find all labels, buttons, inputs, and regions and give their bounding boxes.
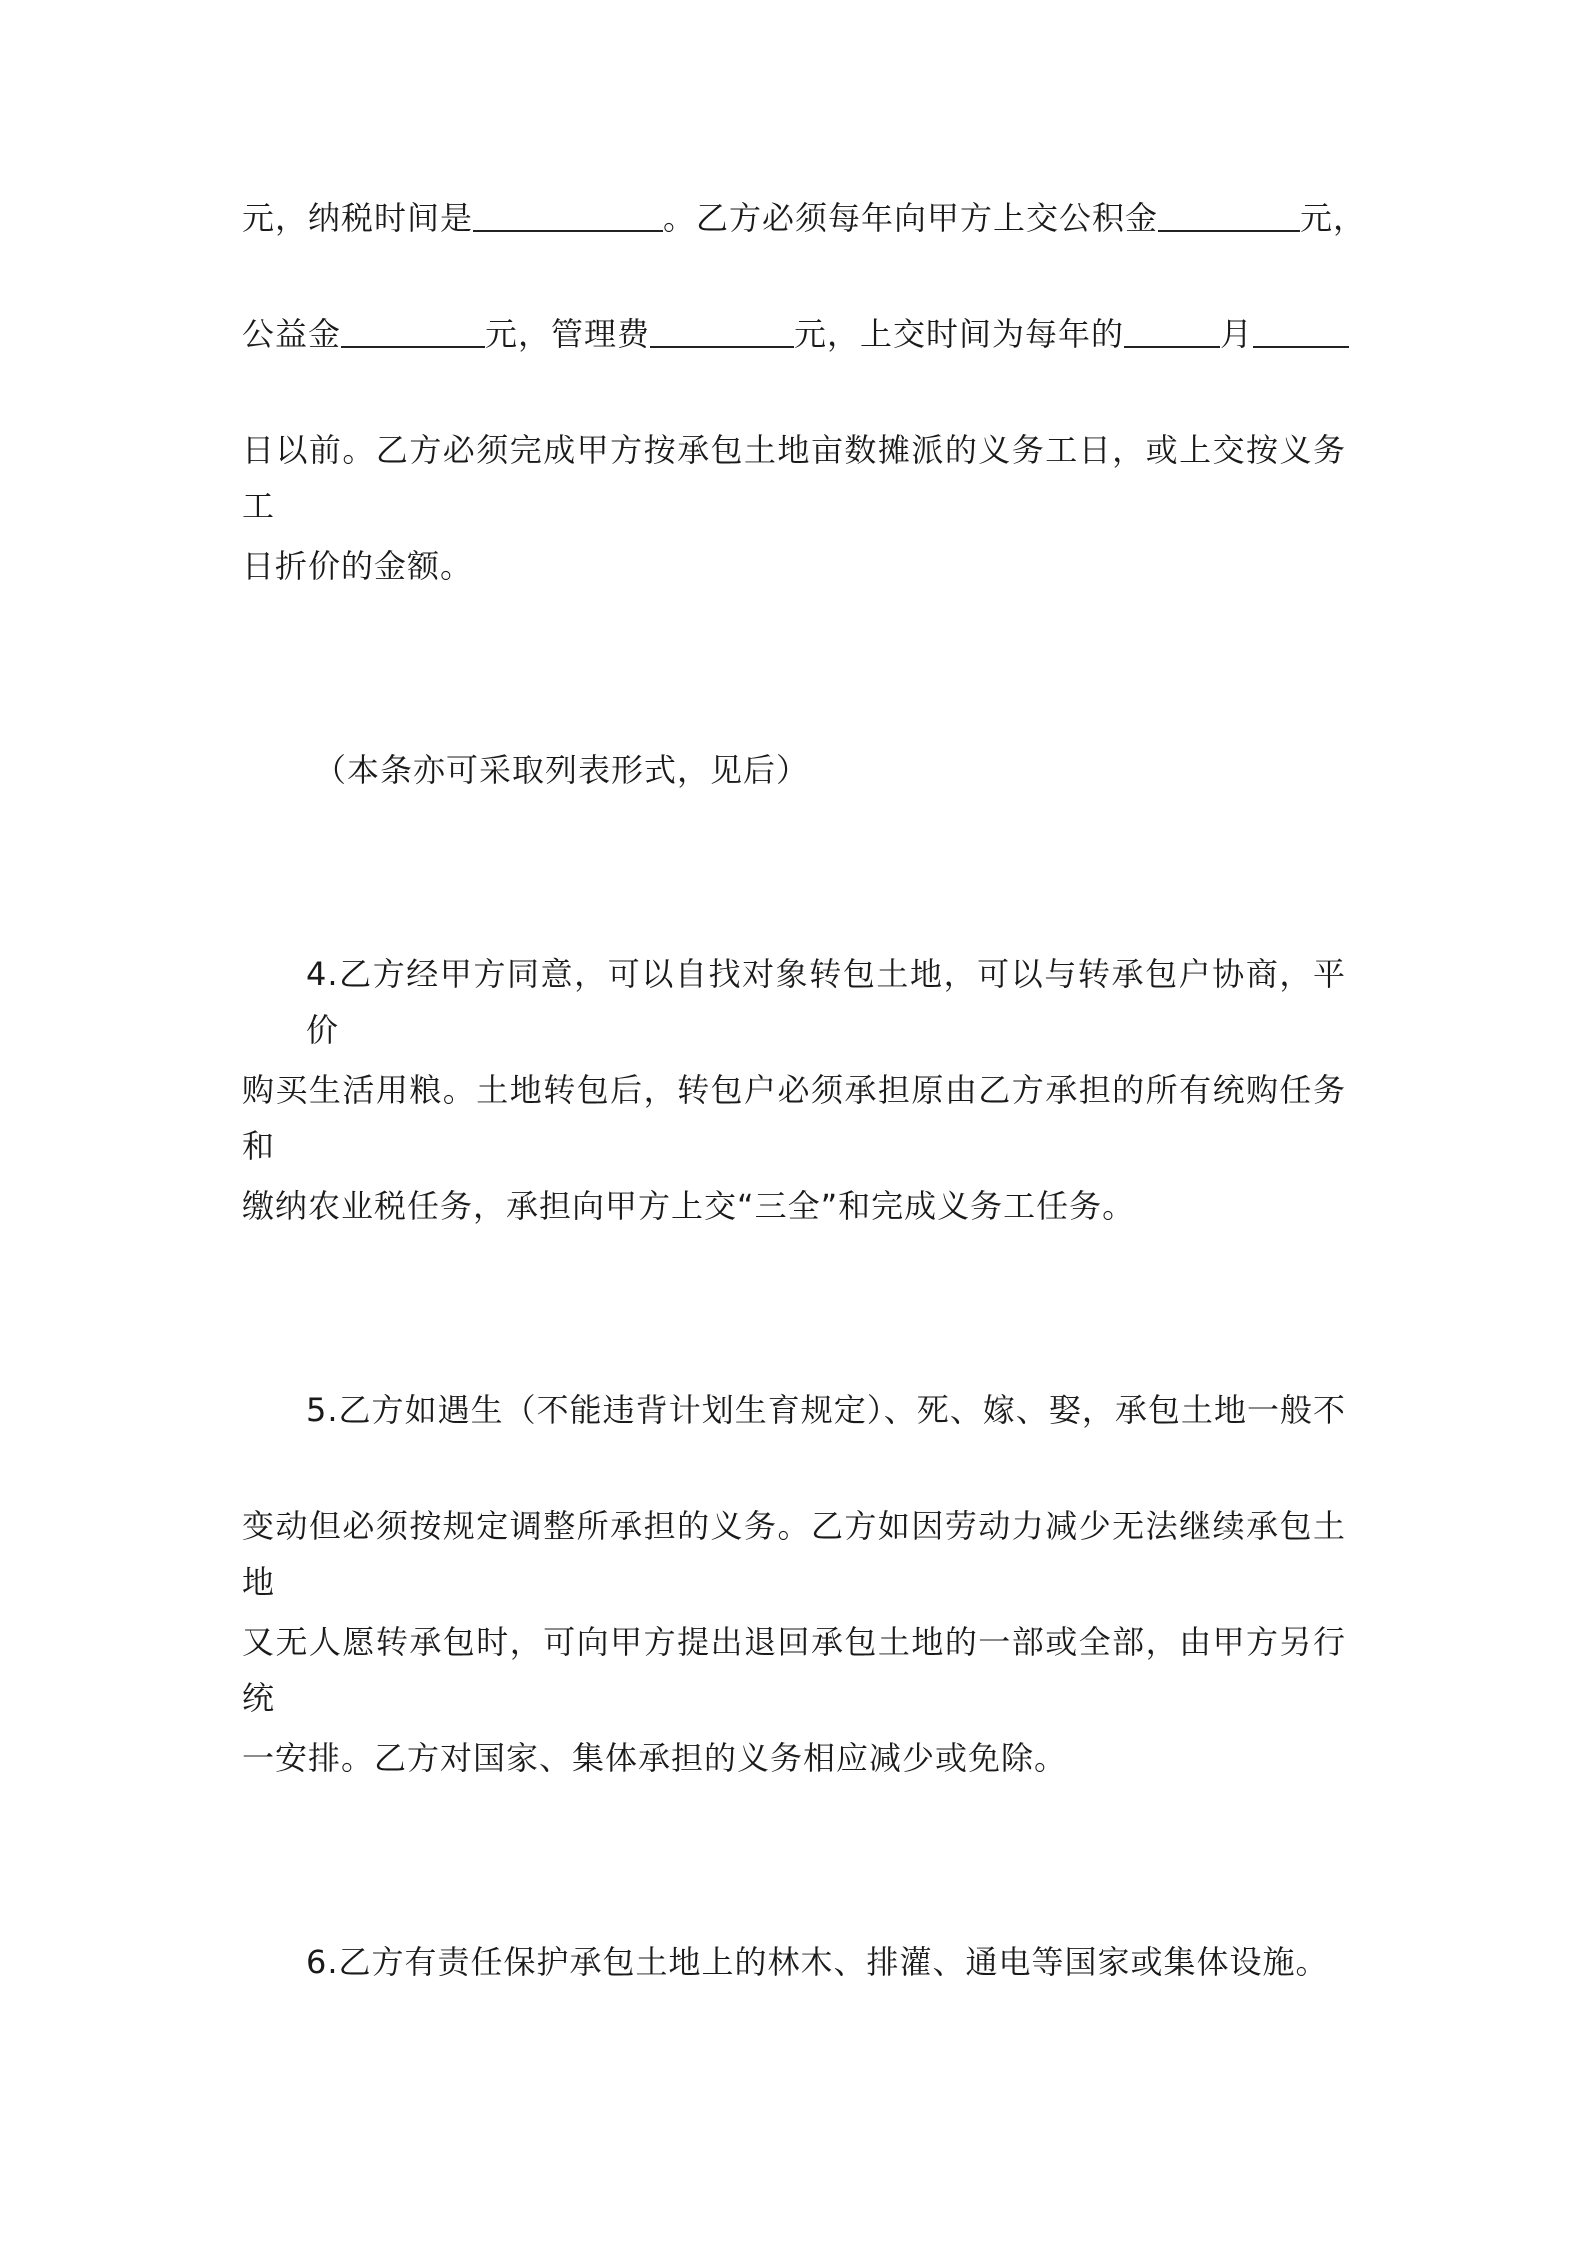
note-line: （本条亦可采取列表形式，见后） <box>314 751 810 789</box>
text-segment: 月 <box>1220 315 1254 353</box>
para4-line2: 购买生活用粮。土地转包后，转包户必须承担原由乙方承担的所有统购任务和 <box>242 1071 1346 1165</box>
para3-line1 <box>242 190 1367 246</box>
text-segment: 元，纳税时间是 <box>242 199 474 237</box>
text-segment: 公益金 <box>242 315 342 353</box>
para3-line4: 日折价的金额。 <box>242 547 474 585</box>
blank-field-public-welfare[interactable] <box>341 306 485 348</box>
text-segment: 元，管理费 <box>485 315 651 353</box>
text-segment: 。乙方必须每年向甲方上交公积金 <box>663 199 1159 237</box>
blank-field-management-fee[interactable] <box>650 306 794 348</box>
blank-field-provident-fund[interactable] <box>1158 190 1300 232</box>
para4-line3: 缴纳农业税任务，承担向甲方上交“三全”和完成义务工任务。 <box>242 1187 1136 1225</box>
blank-field-tax-time[interactable] <box>473 190 663 232</box>
para6-line1: 6.乙方有责任保护承包土地上的林木、排灌、通电等国家或集体设施。 <box>306 1943 1329 1981</box>
para3-line2 <box>242 306 1346 362</box>
para5-line1: 5.乙方如遇生（不能违背计划生育规定）、死、嫁、娶，承包土地一般不 <box>306 1391 1346 1429</box>
para5-line2: 变动但必须按规定调整所承担的义务。乙方如因劳动力减少无法继续承包土地 <box>242 1507 1346 1601</box>
para5-line3: 又无人愿转承包时，可向甲方提出退回承包土地的一部或全部，由甲方另行统 <box>242 1623 1346 1717</box>
para5-line4: 一安排。乙方对国家、集体承担的义务相应减少或免除。 <box>242 1739 1068 1777</box>
text-segment: 元，上交时间为每年的 <box>794 315 1125 353</box>
blank-field-day[interactable] <box>1253 306 1349 348</box>
blank-field-month[interactable] <box>1124 306 1220 348</box>
para3-line3: 日以前。乙方必须完成甲方按承包土地亩数摊派的义务工日，或上交按义务工 <box>242 431 1346 525</box>
text-segment: 元， <box>1300 199 1367 237</box>
para4-line1: 4.乙方经甲方同意，可以自找对象转包土地，可以与转承包户协商，平价 <box>306 955 1346 1049</box>
